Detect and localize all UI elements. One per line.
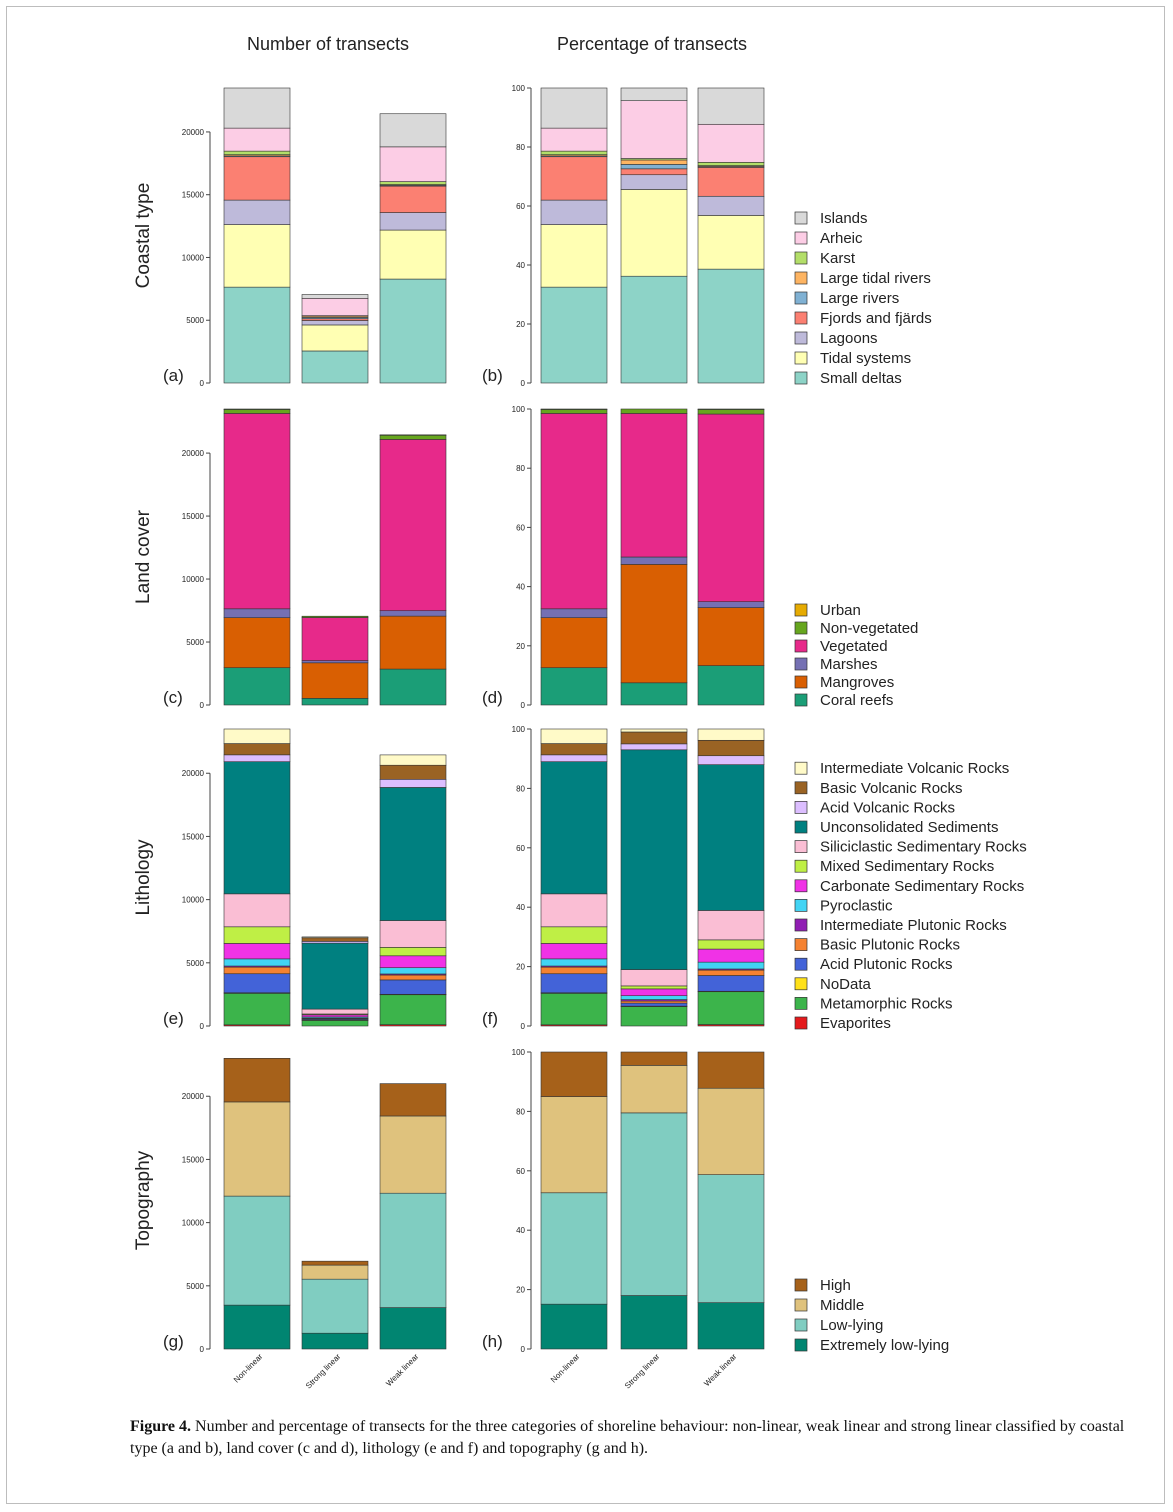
y-tick-label: 20000: [181, 127, 204, 137]
legend-label: Small deltas: [820, 370, 902, 387]
panel-label-percent: (b): [482, 366, 503, 385]
legend-swatch: [795, 821, 807, 833]
bar-segment-pyroclastic: [224, 959, 290, 966]
bar-segment-low-lying: [224, 1196, 290, 1305]
bar-segment-arheic: [621, 101, 687, 159]
bar-segment-high: [541, 1052, 607, 1097]
bar-segment-fjords-and-fj-rds: [541, 157, 607, 200]
category-label: Strong linear: [622, 1352, 662, 1391]
y-tick-label: 10000: [181, 575, 204, 585]
bar-segment-non-vegetated: [224, 409, 290, 413]
bar-segment-karst: [224, 151, 290, 155]
bar-segment-islands: [380, 114, 446, 147]
legend-swatch: [795, 1299, 807, 1311]
legend-label: Pyroclastic: [820, 897, 893, 915]
legend-label: Middle: [820, 1297, 865, 1314]
bar-segment-siliciclastic-sedimentary-rocks: [224, 894, 290, 927]
bar-segment-middle: [380, 1116, 446, 1193]
panel-label-percent: (d): [482, 688, 503, 707]
y-tick-label: 80: [516, 464, 525, 474]
bar-segment-arheic: [224, 128, 290, 151]
legend-label: Large tidal rivers: [820, 270, 931, 287]
legend-swatch: [795, 841, 807, 853]
legend-label: Intermediate Plutonic Rocks: [820, 917, 1007, 934]
legend-label: Coral reefs: [820, 692, 894, 709]
column-title-count: Number of transects: [246, 34, 410, 54]
bar-segment-extremely-low-lying: [224, 1305, 290, 1349]
y-tick-label: 0: [199, 701, 204, 710]
bar-segment-marshes: [541, 609, 607, 618]
legend-swatch: [795, 372, 807, 384]
y-tick-label: 0: [199, 1022, 204, 1031]
bar-segment-small-deltas: [380, 279, 446, 383]
legend-swatch: [795, 658, 807, 670]
legend-swatch: [795, 860, 807, 872]
bar-segment-pyroclastic: [380, 968, 446, 974]
bar-segment-intermediate-volcanic-rocks: [621, 729, 687, 732]
bar-segment-mixed-sedimentary-rocks: [224, 927, 290, 944]
bar-segment-acid-plutonic-rocks: [698, 976, 764, 992]
legend-swatch: [795, 1319, 807, 1331]
y-tick-label: 60: [516, 202, 525, 211]
y-tick-label: 60: [516, 1166, 525, 1176]
y-tick-label: 40: [516, 261, 525, 270]
legend-label: Metamorphic Rocks: [820, 995, 953, 1013]
bar-segment-small-deltas: [541, 287, 607, 383]
bar-segment-mangroves: [380, 616, 446, 669]
bar-segment-large-rivers: [621, 164, 687, 168]
legend-swatch: [795, 252, 807, 264]
bar-segment-basic-volcanic-rocks: [541, 744, 607, 755]
bar-segment-middle: [621, 1065, 687, 1113]
bar-segment-metamorphic-rocks: [698, 992, 764, 1025]
y-tick-label: 15000: [181, 512, 204, 522]
legend-label: Unconsolidated Sediments: [820, 819, 999, 836]
legend-label: Vegetated: [820, 638, 888, 655]
bar-segment-carbonate-sedimentary-rocks: [698, 949, 764, 962]
bar-segment-non-vegetated: [302, 616, 368, 617]
y-tick-label: 20: [516, 320, 525, 329]
y-tick-label: 80: [516, 1107, 525, 1117]
legend-label: Marshes: [820, 656, 878, 673]
row-label-3: Topography: [133, 1150, 154, 1251]
bar-segment-coral-reefs: [302, 698, 368, 705]
bar-segment-middle: [698, 1088, 764, 1174]
y-tick-label: 40: [516, 582, 525, 592]
bar-segment-acid-volcanic-rocks: [224, 755, 290, 762]
legend-swatch: [795, 676, 807, 688]
y-tick-label: 5000: [186, 638, 204, 648]
legend-swatch: [795, 762, 807, 774]
panel-label-count: (g): [163, 1332, 184, 1351]
bar-segment-mangroves: [541, 618, 607, 668]
bar-segment-vegetated: [380, 439, 446, 610]
legend-swatch: [795, 782, 807, 794]
bar-segment-vegetated: [302, 618, 368, 661]
panel-label-percent: (h): [482, 1332, 503, 1351]
bar-segment-tidal-systems: [302, 325, 368, 351]
bar-segment-arheic: [541, 128, 607, 151]
bar-segment-extremely-low-lying: [380, 1308, 446, 1349]
bar-segment-metamorphic-rocks: [302, 1020, 368, 1026]
bar-segment-coral-reefs: [621, 683, 687, 705]
bar-segment-non-vegetated: [541, 409, 607, 413]
bar-segment-basic-volcanic-rocks: [380, 765, 446, 779]
bar-segment-extremely-low-lying: [302, 1333, 368, 1349]
bar-segment-small-deltas: [302, 351, 368, 383]
bar-segment-urban: [380, 435, 446, 436]
y-tick-label: 5000: [186, 958, 204, 968]
legend-label: Siliciclastic Sedimentary Rocks: [820, 838, 1027, 856]
bar-segment-carbonate-sedimentary-rocks: [302, 1015, 368, 1017]
bar-segment-low-lying: [541, 1193, 607, 1304]
legend-label: Urban: [820, 602, 861, 619]
y-tick-label: 20000: [181, 449, 204, 459]
bar-segment-pyroclastic: [698, 962, 764, 969]
legend-swatch: [795, 604, 807, 616]
bar-segment-marshes: [380, 611, 446, 616]
bar-segment-coral-reefs: [380, 669, 446, 705]
y-tick-label: 60: [516, 523, 525, 533]
y-tick-label: 80: [516, 143, 525, 152]
bar-segment-acid-volcanic-rocks: [541, 755, 607, 762]
bar-segment-tidal-systems: [541, 225, 607, 288]
bar-segment-marshes: [302, 661, 368, 663]
bar-segment-carbonate-sedimentary-rocks: [621, 989, 687, 996]
y-tick-label: 60: [516, 843, 525, 853]
bar-segment-unconsolidated-sediments: [698, 765, 764, 911]
y-tick-label: 0: [199, 1345, 204, 1354]
legend-swatch: [795, 978, 807, 990]
bar-segment-extremely-low-lying: [541, 1304, 607, 1349]
y-tick-label: 0: [520, 1345, 525, 1354]
bar-segment-non-vegetated: [698, 409, 764, 414]
y-tick-label: 0: [520, 701, 525, 710]
bar-segment-mixed-sedimentary-rocks: [380, 947, 446, 955]
column-title-percent: Percentage of transects: [556, 34, 748, 54]
y-tick-label: 20: [516, 1285, 525, 1295]
legend-label: Extremely low-lying: [820, 1337, 950, 1354]
legend-label: High: [820, 1277, 851, 1294]
legend-swatch: [795, 1339, 807, 1351]
legend-swatch: [795, 272, 807, 284]
legend-swatch: [795, 640, 807, 652]
bar-segment-siliciclastic-sedimentary-rocks: [380, 921, 446, 948]
bar-segment-coral-reefs: [698, 666, 764, 705]
bar-segment-coral-reefs: [224, 668, 290, 705]
bar-segment-fjords-and-fj-rds: [698, 167, 764, 196]
legend-swatch: [795, 997, 807, 1009]
panel-label-count: (e): [163, 1009, 184, 1028]
legend-swatch: [795, 919, 807, 931]
bar-segment-low-lying: [698, 1175, 764, 1303]
legend-label: Karst: [820, 250, 856, 267]
legend-label: Mangroves: [820, 674, 895, 691]
bar-segment-karst: [541, 151, 607, 155]
bar-segment-middle: [224, 1102, 290, 1196]
legend-swatch: [795, 1017, 807, 1029]
bar-segment-basic-plutonic-rocks: [380, 975, 446, 980]
bar-segment-karst: [380, 182, 446, 185]
bar-segment-middle: [541, 1097, 607, 1193]
bar-segment-mangroves: [698, 608, 764, 666]
y-tick-label: 10000: [181, 253, 204, 263]
legend-label: Fjords and fjärds: [820, 310, 932, 327]
bar-segment-large-tidal-rivers: [621, 160, 687, 164]
bar-segment-lagoons: [302, 321, 368, 325]
bar-segment-acid-plutonic-rocks: [621, 1003, 687, 1006]
bar-segment-vegetated: [621, 413, 687, 557]
legend-label: Non-vegetated: [820, 620, 919, 637]
bar-segment-carbonate-sedimentary-rocks: [224, 943, 290, 958]
legend-label: Evaporites: [820, 1015, 891, 1032]
y-tick-label: 100: [511, 84, 525, 93]
figure-caption: [130, 1416, 1130, 1460]
bar-segment-siliciclastic-sedimentary-rocks: [698, 910, 764, 939]
legend-swatch: [795, 694, 807, 706]
bar-segment-islands: [541, 88, 607, 128]
bar-segment-tidal-systems: [621, 189, 687, 276]
panel-label-count: (c): [163, 688, 183, 707]
legend-label: Mixed Sedimentary Rocks: [820, 858, 995, 876]
category-label: Non-linear: [231, 1352, 265, 1385]
y-tick-label: 80: [516, 784, 525, 794]
y-tick-label: 10000: [181, 1218, 204, 1228]
legend-swatch: [795, 622, 807, 634]
bar-segment-unconsolidated-sediments: [380, 787, 446, 920]
legend-label: Arheic: [820, 230, 863, 247]
bar-segment-arheic: [302, 298, 368, 315]
bar-segment-low-lying: [380, 1193, 446, 1307]
bar-segment-acid-plutonic-rocks: [224, 974, 290, 993]
bar-segment-arheic: [698, 124, 764, 162]
bar-segment-vegetated: [541, 413, 607, 608]
bar-segment-siliciclastic-sedimentary-rocks: [302, 1009, 368, 1014]
bar-segment-non-vegetated: [621, 409, 687, 413]
bar-segment-carbonate-sedimentary-rocks: [541, 943, 607, 958]
bar-segment-extremely-low-lying: [698, 1303, 764, 1349]
caption-text: Number and percentage of transects for the three categories of shoreline behaviour: non-linear, weak linear and strong linear classified by coastal type (a and b), land cover (c and d), lithology (e and f) and topography (g and h).: [130, 1418, 1125, 1457]
y-tick-label: 20: [516, 641, 525, 651]
bar-segment-high: [380, 1084, 446, 1116]
y-tick-label: 100: [511, 725, 525, 734]
bar-segment-unconsolidated-sediments: [224, 762, 290, 894]
bar-segment-lagoons: [698, 196, 764, 215]
caption-lead: Figure 4.: [130, 1418, 192, 1435]
bar-segment-marshes: [698, 602, 764, 608]
bar-segment-intermediate-volcanic-rocks: [698, 729, 764, 740]
row-label-1: Land cover: [133, 509, 154, 605]
legend-label: Acid Plutonic Rocks: [820, 956, 953, 974]
bar-segment-metamorphic-rocks: [224, 993, 290, 1024]
bar-segment-low-lying: [302, 1279, 368, 1333]
bar-segment-acid-volcanic-rocks: [621, 744, 687, 750]
bar-segment-acid-volcanic-rocks: [380, 779, 446, 787]
bar-segment-pyroclastic: [541, 959, 607, 966]
bar-segment-metamorphic-rocks: [380, 995, 446, 1025]
bar-segment-acid-plutonic-rocks: [541, 974, 607, 993]
legend-label: NoData: [820, 975, 871, 993]
bar-segment-unconsolidated-sediments: [541, 762, 607, 894]
legend-swatch: [795, 332, 807, 344]
bar-segment-basic-plutonic-rocks: [621, 1001, 687, 1003]
legend-swatch: [795, 212, 807, 224]
legend-label: Intermediate Volcanic Rocks: [820, 760, 1010, 778]
bar-segment-islands: [698, 88, 764, 124]
bar-segment-fjords-and-fj-rds: [224, 157, 290, 200]
category-label: Weak linear: [384, 1352, 421, 1389]
bar-segment-mangroves: [224, 618, 290, 668]
y-tick-label: 20: [516, 962, 525, 972]
y-tick-label: 5000: [186, 1281, 204, 1291]
bar-segment-high: [302, 1261, 368, 1265]
bar-segment-siliciclastic-sedimentary-rocks: [541, 894, 607, 927]
bar-segment-non-vegetated: [380, 435, 446, 439]
bar-segment-basic-volcanic-rocks: [224, 744, 290, 755]
legend-label: Acid Volcanic Rocks: [820, 799, 956, 817]
bar-segment-urban: [698, 409, 764, 410]
panel-label-percent: (f): [482, 1009, 499, 1028]
legend-swatch: [795, 312, 807, 324]
bar-segment-lagoons: [621, 175, 687, 190]
bar-segment-fjords-and-fj-rds: [621, 169, 687, 175]
bar-segment-intermediate-volcanic-rocks: [302, 937, 368, 938]
category-label: Weak linear: [702, 1352, 739, 1389]
legend-swatch: [795, 232, 807, 244]
y-tick-label: 10000: [181, 895, 204, 905]
bar-segment-tidal-systems: [698, 215, 764, 269]
bar-segment-urban: [224, 409, 290, 410]
bar-segment-siliciclastic-sedimentary-rocks: [621, 970, 687, 986]
y-tick-label: 5000: [186, 316, 204, 326]
bar-segment-metamorphic-rocks: [541, 993, 607, 1024]
legend-label: Low-lying: [820, 1317, 884, 1334]
legend-label: Basic Plutonic Rocks: [820, 936, 961, 954]
y-tick-label: 0: [520, 379, 525, 388]
bar-segment-small-deltas: [621, 276, 687, 383]
bar-segment-islands: [224, 88, 290, 128]
bar-segment-vegetated: [224, 413, 290, 608]
bar-segment-islands: [302, 295, 368, 299]
y-tick-label: 20000: [181, 1092, 204, 1102]
bar-segment-arheic: [380, 147, 446, 182]
bar-segment-mangroves: [621, 564, 687, 682]
bar-segment-high: [621, 1052, 687, 1065]
category-label: Non-linear: [548, 1352, 582, 1385]
row-label-2: Lithology: [133, 839, 154, 916]
legend-swatch: [795, 352, 807, 364]
bar-segment-lagoons: [224, 200, 290, 224]
bar-segment-urban: [541, 409, 607, 410]
legend-swatch: [795, 801, 807, 813]
row-label-0: Coastal type: [133, 182, 154, 289]
bar-segment-fjords-and-fj-rds: [380, 186, 446, 212]
bar-segment-basic-plutonic-rocks: [224, 967, 290, 974]
bar-segment-coral-reefs: [541, 668, 607, 705]
bar-segment-marshes: [224, 609, 290, 618]
bar-segment-low-lying: [621, 1113, 687, 1296]
bar-segment-islands: [621, 88, 687, 101]
bar-segment-marshes: [621, 557, 687, 564]
bar-segment-mixed-sedimentary-rocks: [541, 927, 607, 944]
y-tick-label: 100: [511, 1048, 525, 1057]
bar-segment-basic-plutonic-rocks: [541, 967, 607, 974]
y-tick-label: 40: [516, 903, 525, 913]
bar-segment-acid-volcanic-rocks: [698, 756, 764, 765]
bar-segment-intermediate-volcanic-rocks: [380, 755, 446, 765]
legend-label: Carbonate Sedimentary Rocks: [820, 877, 1025, 895]
legend-label: Islands: [820, 210, 868, 227]
bar-segment-metamorphic-rocks: [621, 1007, 687, 1026]
y-tick-label: 100: [511, 405, 525, 414]
y-tick-label: 20000: [181, 769, 204, 779]
bar-segment-extremely-low-lying: [621, 1296, 687, 1349]
y-tick-label: 0: [199, 379, 204, 388]
bar-segment-lagoons: [541, 200, 607, 224]
panels: [133, 84, 1027, 1390]
legend-swatch: [795, 880, 807, 892]
bar-segment-tidal-systems: [380, 230, 446, 279]
y-tick-label: 15000: [181, 1155, 204, 1165]
legend-label: Basic Volcanic Rocks: [820, 779, 963, 797]
bar-segment-lagoons: [380, 213, 446, 231]
bar-segment-high: [224, 1058, 290, 1102]
y-tick-label: 40: [516, 1226, 525, 1236]
bar-segment-basic-volcanic-rocks: [698, 740, 764, 755]
panel-label-count: (a): [163, 366, 184, 385]
category-label: Strong linear: [303, 1352, 343, 1391]
legend-swatch: [795, 939, 807, 951]
legend-label: Large rivers: [820, 290, 900, 307]
legend-swatch: [795, 292, 807, 304]
bar-segment-unconsolidated-sediments: [621, 750, 687, 970]
bar-segment-basic-volcanic-rocks: [302, 938, 368, 942]
bar-segment-intermediate-volcanic-rocks: [224, 729, 290, 744]
bar-segment-basic-volcanic-rocks: [621, 732, 687, 744]
y-tick-label: 15000: [181, 190, 204, 200]
bar-segment-small-deltas: [698, 269, 764, 383]
legend-swatch: [795, 899, 807, 911]
y-tick-label: 0: [520, 1022, 525, 1031]
bar-segment-middle: [302, 1265, 368, 1279]
bar-segment-basic-plutonic-rocks: [698, 970, 764, 975]
bar-segment-mixed-sedimentary-rocks: [621, 986, 687, 989]
bar-segment-tidal-systems: [224, 225, 290, 288]
bar-segment-pyroclastic: [621, 996, 687, 1000]
bar-segment-karst: [698, 162, 764, 165]
legend-swatch: [795, 1279, 807, 1291]
bar-segment-intermediate-volcanic-rocks: [541, 729, 607, 744]
legend-label: Lagoons: [820, 330, 878, 347]
bar-segment-vegetated: [698, 414, 764, 602]
y-tick-label: 15000: [181, 832, 204, 842]
bar-segment-mangroves: [302, 663, 368, 699]
legend-label: Tidal systems: [820, 350, 912, 367]
bar-segment-acid-plutonic-rocks: [380, 980, 446, 994]
legend-swatch: [795, 958, 807, 970]
bar-segment-high: [698, 1052, 764, 1088]
bar-segment-unconsolidated-sediments: [302, 943, 368, 1009]
bar-segment-mixed-sedimentary-rocks: [698, 940, 764, 949]
bar-segment-carbonate-sedimentary-rocks: [380, 956, 446, 968]
bar-segment-small-deltas: [224, 287, 290, 383]
